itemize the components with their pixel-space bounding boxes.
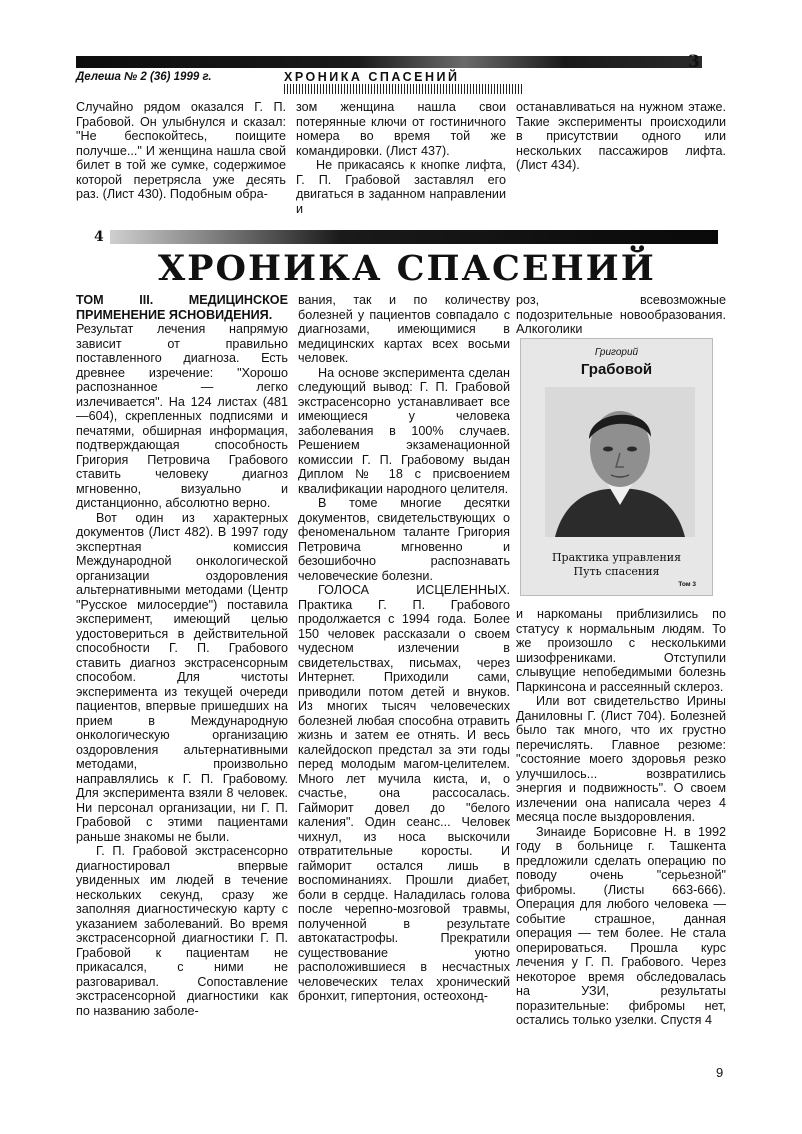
paragraph: Или вот свидетельство Ирины Даниловны Г. (Лист 704). Болезней было так много, что их грустно перечислять. Главное резюме: "состояние моего здоровья резко улучшилось... возвратились энергия и подвижность". О своем излечении она написала через 4 месяца после выздоровления. xyxy=(516,694,726,824)
top-column-3 xyxy=(516,100,726,173)
article-headline: ХРОНИКА СПАСЕНИЙ xyxy=(158,248,656,289)
article-column-2 xyxy=(298,293,510,1004)
paragraph: ГОЛОСА ИСЦЕЛЕННЫХ. Практика Г. П. Грабового продолжается с 1994 года. Более 150 человек рассказали о своем чудесном излечении в свидетельствах, письмах, через Интернет. Приходили сами, приводили потом детей и внуков. Из многих тысяч человеческих болезней любая способна отравить жизнь и затем ее отнять. И весь калейдоскоп предстал за эти годы перед молодым магом-целителем. Много лет мучила киста, и, о счастье, она рассосалась. Гайморит довел до "белого каления". Один сеанс... Человек чихнул, из носа выскочили отвратительные коросты. И гайморит остался лишь в воспоминаниях. Прошли диабет, боли в сердце. Наладилась голова после черепно-мозговой травмы, полученной в результате автокатастрофы. Прекратили существование уютно расположившиеся в несчастных человеческих телах хронический бронхит, гипертония, остеохонд- xyxy=(298,583,510,1003)
paragraph: Вот один из характерных документов (Лист 482). В 1997 году экспертная комиссия Международной онкологической организации оздоровления альтернативными методами (Центр "Русское милосердие") поставила эксперимент, имеющий целью удостовериться в действительной способности Г. П. Грабового ставить диагноз экстрасенсорным способом. Для чистоты эксперимента из текущей очереди пациентов, впервые пришедших на прием в Международную онкологическую организацию оздоровления альтернативными методами, произвольно направлялись к Г. П. Грабовому. Для эксперимента взяли 8 человек. Ни персонал организации, ни Г. П. Грабовой с этими пациентами раньше знакомы не были. xyxy=(76,510,288,844)
paragraph: На основе эксперимента сделан следующий вывод: Г. П. Грабовой экстрасенсорно устанавливает все имеющиеся у человека заболевания в 100% случаев. Решением экзаменационной комиссии Г. П. Грабовому выдан Диплом № 18 с присвоением квалификации народного целителя. xyxy=(298,365,510,496)
running-title: ХРОНИКА СПАСЕНИЙ xyxy=(284,70,460,84)
paragraph: останавливаться на нужном этаже. Такие эксперименты происходили в присутствии одного или нескольких пассажиров лифта. (Лист 434). xyxy=(516,100,726,172)
paragraph: и наркоманы приблизились по статусу к нормальным людям. То же произошло с несколькими шизофрениками. Отступили слывущие непобедимыми болезнь Паркинсона и рассеянный склероз. xyxy=(516,607,726,694)
article-column-3 xyxy=(516,607,726,1028)
article-column-3-top xyxy=(516,293,726,337)
article-column-1 xyxy=(76,293,288,1018)
paragraph: Зинаиде Борисовне Н. в 1992 году в больнице г. Ташкента предложили сделать операцию по поводу очень "серьезной" фибромы. (Листы 663-666). Операция для любого человека — событие страшное, данная операция — тем более. Не стала оперироваться. Прошла курс лечения у Г. П. Грабового. Через некоторое время обследовалась на УЗИ, результаты поразительные: фибромы нет, остались только узелки. Спустя 4 xyxy=(516,824,726,1027)
book-cover-photo xyxy=(520,338,713,596)
book-name: Грабовой xyxy=(580,361,653,378)
book-author: Григорий xyxy=(594,347,639,358)
paragraph: Г. П. Грабовой экстрасенсорно диагностировал впервые увиденных им людей в течение нескольких секунд, сразу же заполняя диагностическую карту с указанием заболеваний. Во время экстрасенсорной диагностики Г. П. Грабовой к пациентам не прикасался, с ними не разговаривал. Сопоставление экстрасенсорной диагностики как по названию заболе- xyxy=(76,844,288,1018)
paragraph: роз, всевозможные подозрительные новообразования. Алкоголики xyxy=(516,293,726,336)
top-column-1 xyxy=(76,100,286,202)
decorative-ticks xyxy=(284,84,524,94)
issue-label: Делеша № 2 (36) 1999 г. xyxy=(76,71,212,83)
portrait-image xyxy=(545,387,695,537)
top-header-bar xyxy=(76,56,702,68)
book-subtitle: Практика управления xyxy=(551,551,682,564)
paragraph: зом женщина нашла свои потерянные ключи от гостиничного номера во время той же командировки. (Лист 437). xyxy=(296,100,506,158)
section-divider-bar xyxy=(110,230,718,244)
paragraph: вания, так и по количеству болезней у пациентов совпадало с диагнозами, имеющимися в медицинских картах всех восьми человек. xyxy=(298,293,510,365)
book-subtitle-2: Путь спасения xyxy=(573,565,660,578)
section-number: 4 xyxy=(94,229,104,245)
top-page-number: 3 xyxy=(688,52,700,72)
paragraph: В томе многие десятки документов, свидетельствующих о феноменальном таланте Григория Петровича мгновенно и безошибочно распознавать человеческие болезни. xyxy=(298,496,510,583)
article-subheading: ТОМ III. МЕДИЦИНСКОЕ ПРИМЕНЕНИЕ ЯСНОВИДЕНИЯ. xyxy=(76,293,288,322)
book-volume: Том 3 xyxy=(678,581,696,588)
page-number: 9 xyxy=(716,1065,724,1080)
paragraph: Случайно рядом оказался Г. П. Грабовой. Он улыбнулся и сказал: "Не беспокойтесь, поищите получше..." И женщина нашла свой билет в той же сумке, содержимое которой перетрясла уже десять раз. (Лист 430). Подобным обра- xyxy=(76,100,286,201)
top-column-2 xyxy=(296,100,506,216)
paragraph: Не прикасаясь к кнопке лифта, Г. П. Грабовой заставлял его двигаться в заданном направлении и xyxy=(296,158,506,216)
paragraph: Результат лечения напрямую зависит от правильно поставленного диагноза. Есть древнее изречение: "Хорошо распознанное — легко излечивается". На 124 листах (481—604), скрепленных подписями и печатями, обширная информация, подтверждающая способность Григория Петровича Грабового ставить человеку диагноз мгновенно, визуально и дистанционно, абсолютно верно. xyxy=(76,322,288,510)
